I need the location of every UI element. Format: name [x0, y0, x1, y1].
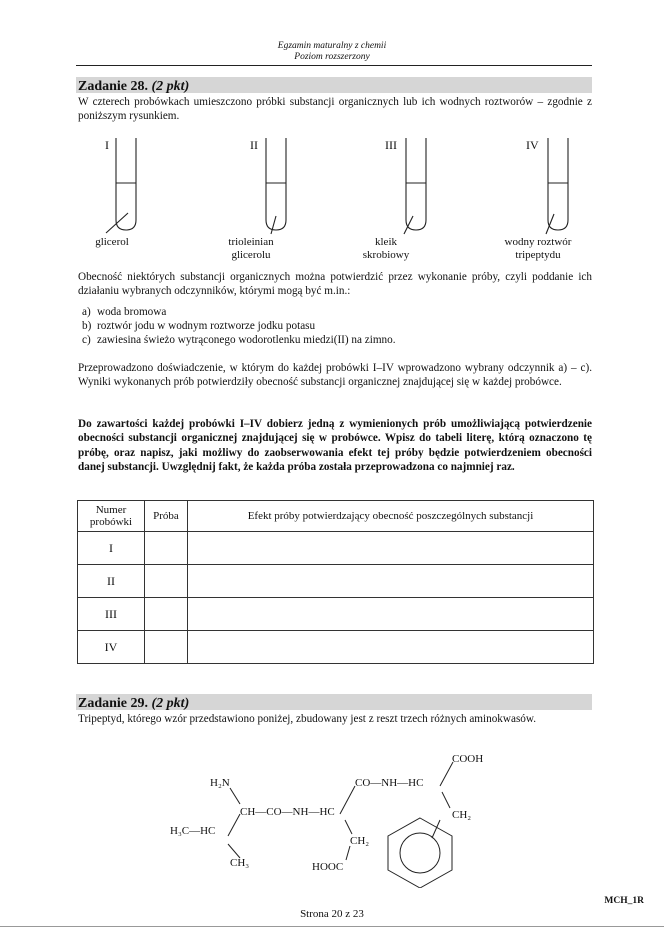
- exam-title: Egzamin maturalny z chemii: [277, 41, 387, 51]
- row-number: IV: [78, 631, 145, 664]
- formula-ch3: CH₃: [230, 857, 250, 869]
- reagent-list: [82, 306, 592, 347]
- task-29-title: Zadanie 29.: [78, 696, 149, 711]
- tube-2-number: II: [250, 138, 258, 152]
- test-answer-cell[interactable]: [145, 631, 188, 664]
- formula-h3c-hc: H₃C—HC: [170, 825, 216, 837]
- tripeptide-formula: [170, 748, 500, 888]
- col-header-test: Próba: [145, 501, 188, 532]
- row-number: III: [78, 598, 145, 631]
- effect-answer-cell[interactable]: [188, 598, 594, 631]
- effect-answer-cell[interactable]: [188, 631, 594, 664]
- task-28-title: Zadanie 28.: [78, 79, 149, 94]
- page-number: Strona 20 z 23: [300, 908, 364, 920]
- col-header-number: Numer probówki: [78, 501, 145, 532]
- formula-h2n: H₂N: [210, 777, 230, 789]
- tube-1-label: glicerol: [95, 236, 129, 248]
- table-row: [78, 565, 594, 598]
- reagent-option: c) zawiesina świeżo wytrąconego wodorotlenku miedzi(II) na zimno.: [82, 333, 396, 346]
- tube-1-number: I: [105, 138, 109, 152]
- reagent-option: a) woda bromowa: [82, 306, 167, 318]
- tripeptide-structure-drawing: [170, 748, 500, 888]
- answer-table: [77, 500, 594, 664]
- tube-2-label: trioleinian glicerolu: [228, 236, 274, 261]
- effect-answer-cell[interactable]: [188, 532, 594, 565]
- row-number: II: [78, 565, 145, 598]
- bottom-edge: [0, 926, 664, 927]
- task-28-para-2: Przeprowadzono doświadczenie, w którym do każdej probówki I–IV wprowadzono wybrany odczynnik a) – c). Wyniki wykonanych prób potwierdziły obecność substancji organicznej znajdującej się w każdej probówce.: [78, 362, 592, 389]
- formula-ch2-right: CH₂: [452, 809, 472, 821]
- task-28-intro: W czterech probówkach umieszczono próbki substancji organicznych lub ich wodnych roztworów – zgodnie z poniższym rysunkiem.: [78, 96, 592, 123]
- effect-answer-cell[interactable]: [188, 565, 594, 598]
- tube-3-icon: [406, 138, 426, 230]
- task-28-instruction: Do zawartości każdej probówki I–IV dobierz jedną z wymienionych prób umożliwiającą potwierdzenie obecności substancji organicznej znajdującej się w probówce. Wpisz do tabeli literę, którą oznaczono tę próbę, oraz napisz, jaki możliwy do zaobserwowania efekt tej próby będzie potwierdzeniem obecności danej substancji. Uwzględnij fakt, że każda próba została przeprowadzona co najmniej raz.: [78, 418, 592, 473]
- tube-3-number: III: [385, 138, 397, 152]
- table-row: [78, 631, 594, 664]
- benzene-ring-icon: [388, 818, 452, 888]
- row-number: I: [78, 532, 145, 565]
- exam-code: MCH_1R: [604, 896, 644, 906]
- formula-ch-co-nh-hc: CH—CO—NH—HC: [240, 806, 335, 818]
- header-rule: [76, 65, 592, 66]
- col-header-effect: Efekt próby potwierdzający obecność poszczególnych substancji: [188, 501, 594, 532]
- tube-1-icon: [116, 138, 136, 230]
- formula-hooc: HOOC: [312, 861, 344, 873]
- tube-4-label: wodny roztwór tripeptydu: [504, 236, 572, 261]
- test-answer-cell[interactable]: [145, 565, 188, 598]
- formula-ch2-mid: CH₂: [350, 835, 370, 847]
- task-28-heading: [76, 77, 592, 93]
- test-answer-cell[interactable]: [145, 532, 188, 565]
- tube-4-number: IV: [526, 138, 539, 152]
- test-answer-cell[interactable]: [145, 598, 188, 631]
- task-29-intro: Tripeptyd, którego wzór przedstawiono poniżej, zbudowany jest z reszt trzech różnych aminokwasów.: [78, 713, 537, 725]
- tube-3-label: kleik skrobiowy: [362, 236, 410, 261]
- task-28-points: (2 pkt): [151, 79, 190, 94]
- task-29-points: (2 pkt): [151, 696, 190, 711]
- formula-cooh: COOH: [452, 753, 484, 765]
- task-28-para-1: Obecność niektórych substancji organicznych można potwierdzić przez wykonanie próby, czyli poddanie ich działaniu wybranych odczynników, którymi mogą być m.in.:: [78, 271, 592, 298]
- reagent-option: b) roztwór jodu w wodnym roztworze jodku potasu: [82, 319, 316, 332]
- tube-4-icon: [548, 138, 568, 230]
- task-29-heading: [76, 694, 592, 710]
- exam-level: Poziom rozszerzony: [294, 52, 370, 62]
- table-row: [78, 532, 594, 565]
- formula-co-nh-hc: CO—NH—HC: [355, 777, 424, 789]
- table-row: [78, 598, 594, 631]
